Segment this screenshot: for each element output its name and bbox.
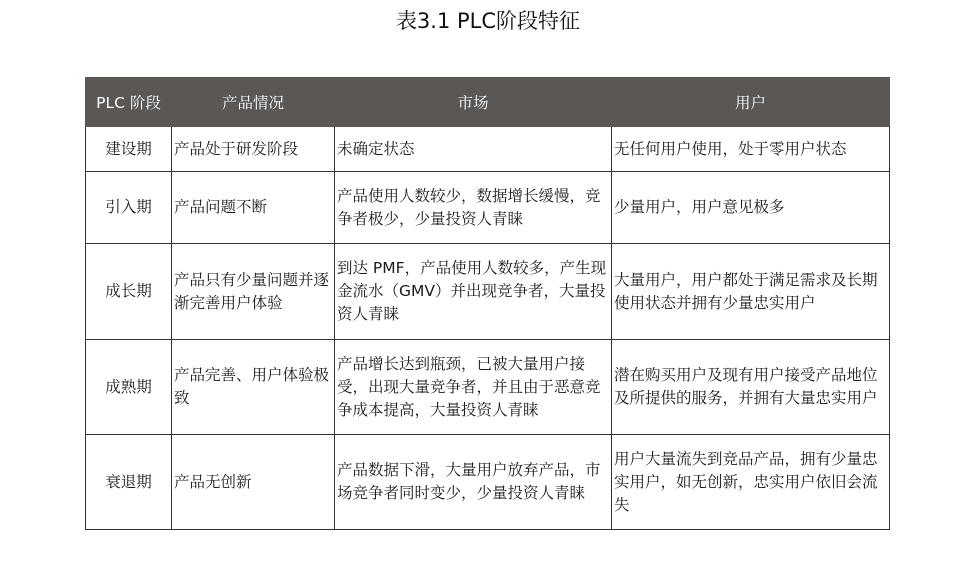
market-cell: 产品增长达到瓶颈，已被大量用户接受，出现大量竞争者，并且由于恶意竞争成本提高，大量投资人青睐: [335, 340, 612, 435]
table-caption: 表3.1 PLC阶段特征: [395, 9, 581, 33]
stage-cell: 成熟期: [86, 340, 172, 435]
product-cell: 产品完善、用户体验极致: [172, 340, 335, 435]
user-cell: 无任何用户使用，处于零用户状态: [612, 127, 890, 172]
table-row: [86, 340, 890, 435]
table-header-row: [86, 78, 890, 127]
stage-cell: 引入期: [86, 172, 172, 244]
header-market: 市场: [335, 78, 612, 127]
header-user: 用户: [612, 78, 890, 127]
user-cell: 大量用户，用户都处于满足需求及长期使用状态并拥有少量忠实用户: [612, 244, 890, 340]
table-row: [86, 172, 890, 244]
market-cell: 产品数据下滑，大量用户放弃产品，市场竞争者同时变少，少量投资人青睐: [335, 435, 612, 530]
table-row: [86, 244, 890, 340]
user-cell: 用户大量流失到竞品产品，拥有少量忠实用户，如无创新，忠实用户依旧会流失: [612, 435, 890, 530]
user-cell: 少量用户，用户意见极多: [612, 172, 890, 244]
plc-stage-table: [85, 77, 890, 530]
table-row: [86, 435, 890, 530]
product-cell: 产品只有少量问题并逐渐完善用户体验: [172, 244, 335, 340]
header-product: 产品情况: [172, 78, 335, 127]
stage-cell: 建设期: [86, 127, 172, 172]
header-stage: PLC 阶段: [86, 78, 172, 127]
product-cell: 产品处于研发阶段: [172, 127, 335, 172]
market-cell: 产品使用人数较少，数据增长缓慢，竞争者极少，少量投资人青睐: [335, 172, 612, 244]
user-cell: 潜在购买用户及现有用户接受产品地位及所提供的服务，并拥有大量忠实用户: [612, 340, 890, 435]
market-cell: 到达 PMF，产品使用人数较多，产生现金流水（GMV）并出现竞争者，大量投资人青睐: [335, 244, 612, 340]
market-cell: 未确定状态: [335, 127, 612, 172]
stage-cell: 衰退期: [86, 435, 172, 530]
table-row: [86, 127, 890, 172]
product-cell: 产品问题不断: [172, 172, 335, 244]
stage-cell: 成长期: [86, 244, 172, 340]
product-cell: 产品无创新: [172, 435, 335, 530]
